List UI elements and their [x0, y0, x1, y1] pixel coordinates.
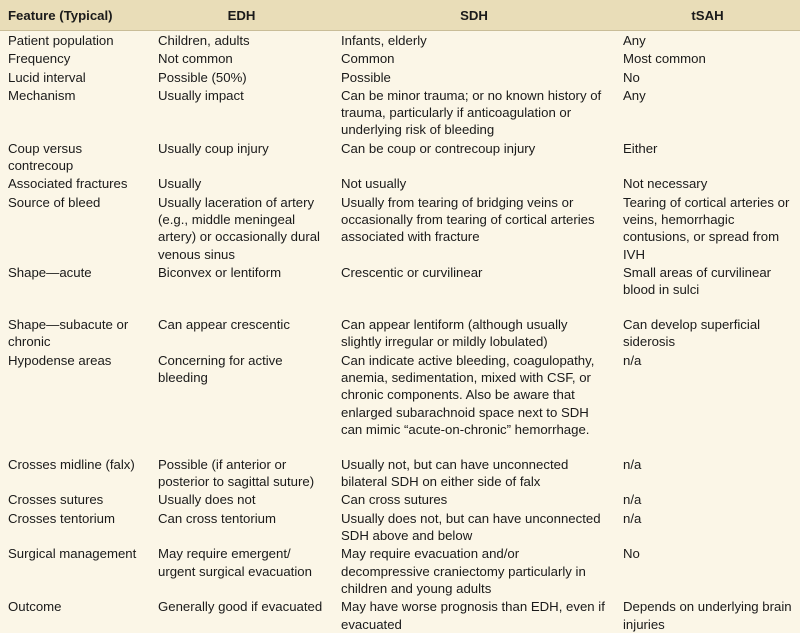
tsah-cell: No: [623, 69, 640, 85]
table-row: [0, 351, 800, 455]
sdh-cell: Can be coup or contrecoup injury: [341, 140, 536, 156]
tsah-cell: n/a: [623, 510, 642, 526]
tsah-cell: Can develop superficial siderosis: [623, 316, 761, 350]
sdh-cell: Crescentic or curvilinear: [341, 264, 483, 280]
sdh-cell: Not usually: [341, 176, 407, 192]
edh-cell: Biconvex or lentiform: [158, 264, 282, 280]
edh-cell: Can appear crescentic: [158, 316, 290, 332]
tsah-cell: Small areas of curvilinear blood in sulci: [623, 264, 772, 298]
header-tsah: tSAH: [615, 0, 800, 31]
table-row: [0, 544, 800, 597]
tsah-cell: n/a: [623, 492, 642, 508]
feature-cell: Hypodense areas: [8, 352, 112, 368]
table-row: [0, 68, 800, 86]
tsah-cell: Not necessary: [623, 176, 708, 192]
tsah-cell: No: [623, 546, 640, 562]
edh-cell: May require emergent/ urgent surgical evacuation: [158, 546, 312, 579]
feature-cell: Outcome: [8, 599, 62, 615]
tsah-cell: Tearing of cortical arteries or veins, hemorrhagic contusions, or spread from IVH: [623, 194, 790, 262]
table-row: [0, 263, 800, 315]
table-row: [0, 86, 800, 139]
sdh-cell: Can indicate active bleeding, coagulopathy, anemia, sedimentation, mixed with CSF, or chronic components. Also be aware that enlarged subarachnoid space next to SDH can mimic “acute-on-chronic” hemorrhage.: [341, 352, 595, 438]
tsah-cell: Any: [623, 33, 646, 48]
sdh-cell: Usually does not, but can have unconnected SDH above and below: [341, 510, 601, 544]
edh-cell: Possible (if anterior or posterior to sagittal suture): [158, 456, 315, 490]
sdh-cell: May require evacuation and/or decompressive craniectomy particularly in children and young adults: [341, 546, 586, 596]
feature-cell: Patient population: [8, 33, 114, 48]
tsah-cell: Depends on underlying brain injuries: [623, 599, 792, 632]
table-body: [0, 31, 800, 633]
feature-cell: Coup versus contrecoup: [8, 140, 83, 174]
table-row: [0, 49, 800, 67]
sdh-cell: Infants, elderly: [341, 33, 427, 48]
sdh-cell: Usually not, but can have unconnected bilateral SDH on either side of falx: [341, 456, 569, 490]
edh-cell: Not common: [158, 51, 233, 67]
feature-cell: Lucid interval: [8, 69, 86, 85]
edh-cell: Children, adults: [158, 33, 250, 48]
feature-cell: Associated fractures: [8, 176, 128, 192]
table-row: [0, 315, 800, 351]
edh-cell: Can cross tentorium: [158, 510, 276, 526]
table-row: [0, 455, 800, 491]
tsah-cell: Most common: [623, 51, 706, 67]
table-row: [0, 31, 800, 50]
edh-cell: Concerning for active bleeding: [158, 352, 283, 386]
edh-cell: Possible (50%): [158, 69, 247, 85]
header-feature: Feature (Typical): [0, 0, 150, 31]
feature-cell: Shape—subacute or chronic: [8, 316, 129, 350]
feature-cell: Shape—acute: [8, 264, 92, 280]
edh-cell: Usually: [158, 176, 202, 192]
table-row: [0, 509, 800, 545]
feature-cell: Surgical management: [8, 546, 137, 562]
feature-cell: Crosses sutures: [8, 492, 104, 508]
sdh-cell: Can cross sutures: [341, 492, 448, 508]
table-row: [0, 597, 800, 633]
feature-cell: Mechanism: [8, 87, 76, 103]
sdh-cell: Possible: [341, 69, 391, 85]
sdh-cell: May have worse prognosis than EDH, even if evacuated: [341, 599, 605, 632]
header-edh: EDH: [150, 0, 333, 31]
tsah-cell: Any: [623, 87, 646, 103]
edh-cell: Usually does not: [158, 492, 256, 508]
edh-cell: Usually coup injury: [158, 140, 269, 156]
table-row: [0, 193, 800, 263]
sdh-cell: Common: [341, 51, 395, 67]
feature-cell: Crosses tentorium: [8, 510, 116, 526]
sdh-cell: Can be minor trauma; or no known history of trauma, particularly if anticoagulation or underlying risk of bleeding: [341, 87, 602, 138]
tsah-cell: Either: [623, 140, 658, 156]
feature-cell: Source of bleed: [8, 194, 101, 210]
edh-cell: Usually impact: [158, 87, 244, 103]
table-row: [0, 490, 800, 508]
table-row: [0, 139, 800, 175]
table-header: [0, 0, 800, 31]
sdh-cell: Can appear lentiform (although usually slightly irregular or mildly lobulated): [341, 316, 568, 350]
feature-cell: Frequency: [8, 51, 71, 67]
edh-cell: Usually laceration of artery (e.g., middle meningeal artery) or occasionally dural venous sinus: [158, 194, 320, 262]
table-row: [0, 174, 800, 192]
feature-cell: Crosses midline (falx): [8, 456, 135, 472]
tsah-cell: n/a: [623, 352, 642, 368]
edh-cell: Generally good if evacuated: [158, 599, 323, 615]
header-sdh: SDH: [333, 0, 615, 31]
sdh-cell: Usually from tearing of bridging veins or occasionally from tearing of cortical arteries associated with fracture: [341, 194, 595, 245]
tsah-cell: n/a: [623, 456, 642, 472]
